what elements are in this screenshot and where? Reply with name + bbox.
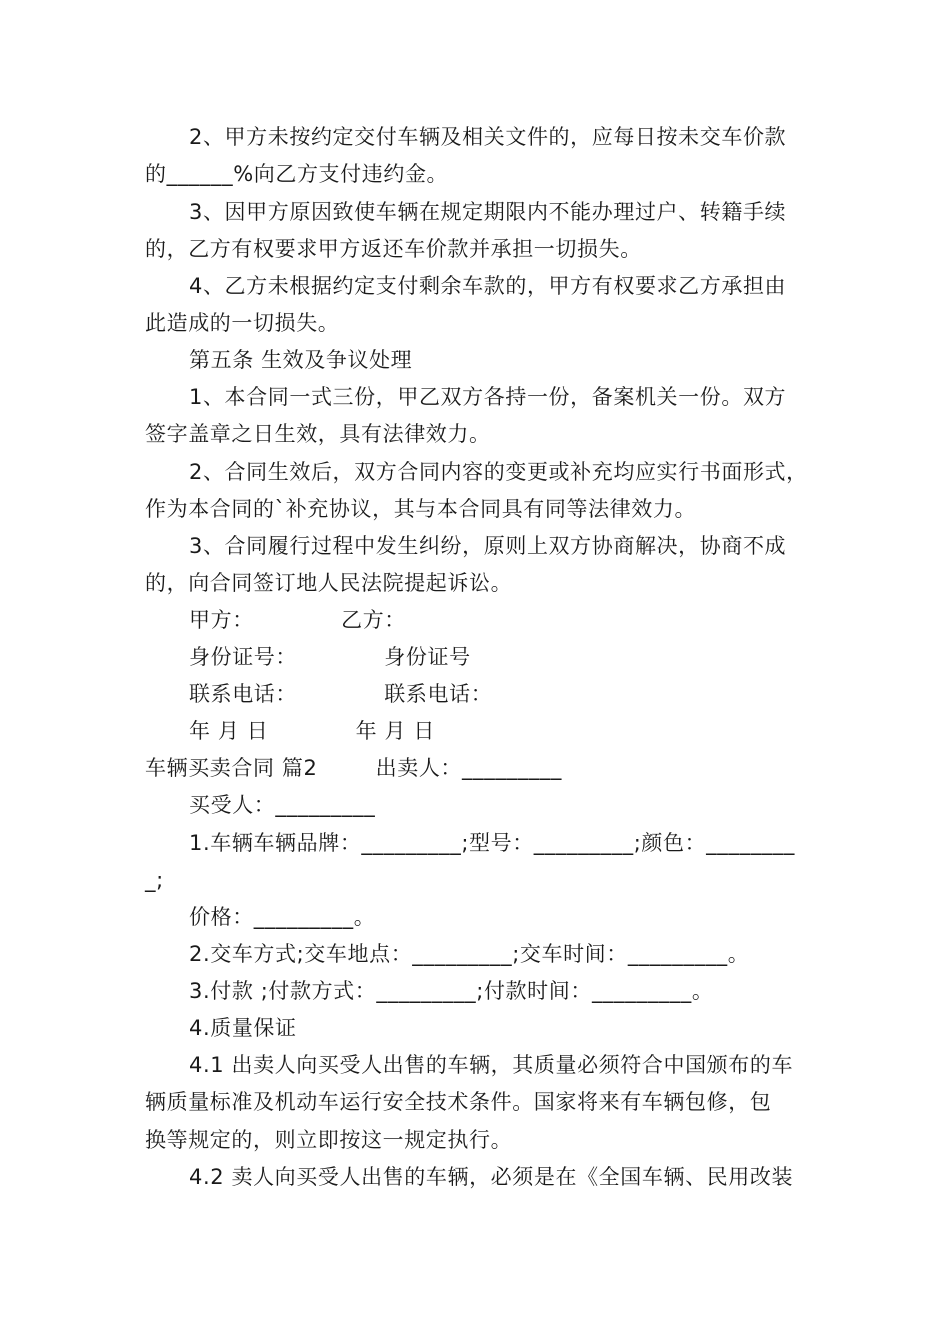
paragraph-line: 4.质量保证 bbox=[189, 1016, 297, 1040]
paragraph-line: 此造成的一切损失。 bbox=[145, 311, 340, 335]
paragraph-line: 2、甲方未按约定交付车辆及相关文件的，应每日按未交车价款 bbox=[189, 125, 787, 149]
paragraph-line: 3、因甲方原因致使车辆在规定期限内不能办理过户、转籍手续 bbox=[189, 200, 787, 224]
contract-title-line: 车辆买卖合同 篇2 出卖人：_________ bbox=[145, 756, 562, 780]
paragraph-line: 的，向合同签订地人民法院提起诉讼。 bbox=[145, 571, 513, 595]
paragraph-line: 4、乙方未根据约定支付剩余车款的，甲方有权要求乙方承担由 bbox=[189, 274, 787, 298]
paragraph-line: 2.交车方式;交车地点：_________;交车时间：_________。 bbox=[189, 942, 750, 966]
paragraph-line: 4.2 卖人向买受人出售的车辆，必须是在《全国车辆、民用改装 bbox=[189, 1165, 794, 1189]
signature-id-line: 身份证号： 身份证号 bbox=[189, 645, 471, 669]
paragraph-line: 价格：_________。 bbox=[189, 905, 376, 929]
signature-date-line: 年 月 日 年 月 日 bbox=[189, 719, 436, 743]
paragraph-line: _; bbox=[145, 868, 164, 892]
paragraph-line: 的______%向乙方支付违约金。 bbox=[145, 162, 449, 186]
paragraph-line: 1.车辆车辆品牌：_________;型号：_________;颜色：________ bbox=[189, 831, 795, 855]
paragraph-line: 2、合同生效后，双方合同内容的变更或补充均应实行书面形式， bbox=[189, 460, 808, 484]
signature-party-line: 甲方： 乙方： bbox=[189, 608, 406, 632]
paragraph-line: 3.付款 ;付款方式：_________;付款时间：_________。 bbox=[189, 979, 714, 1003]
section-heading: 第五条 生效及争议处理 bbox=[189, 348, 413, 372]
paragraph-line: 的，乙方有权要求甲方返还车价款并承担一切损失。 bbox=[145, 237, 642, 261]
paragraph-line: 1、本合同一式三份，甲乙双方各持一份，备案机关一份。双方 bbox=[189, 385, 787, 409]
paragraph-line: 3、合同履行过程中发生纠纷，原则上双方协商解决，协商不成 bbox=[189, 534, 787, 558]
paragraph-line: 辆质量标准及机动车运行安全技术条件。国家将来有车辆包修，包 bbox=[145, 1090, 772, 1114]
paragraph-line: 换等规定的，则立即按这一规定执行。 bbox=[145, 1128, 513, 1152]
paragraph-line: 作为本合同的`补充协议，其与本合同具有同等法律效力。 bbox=[145, 497, 697, 521]
paragraph-line: 签字盖章之日生效，具有法律效力。 bbox=[145, 422, 491, 446]
paragraph-line: 4.1 出卖人向买受人出售的车辆，其质量必须符合中国颁布的车 bbox=[189, 1053, 794, 1077]
signature-phone-line: 联系电话： 联系电话： bbox=[189, 682, 493, 706]
paragraph-line: 买受人：_________ bbox=[189, 793, 376, 817]
